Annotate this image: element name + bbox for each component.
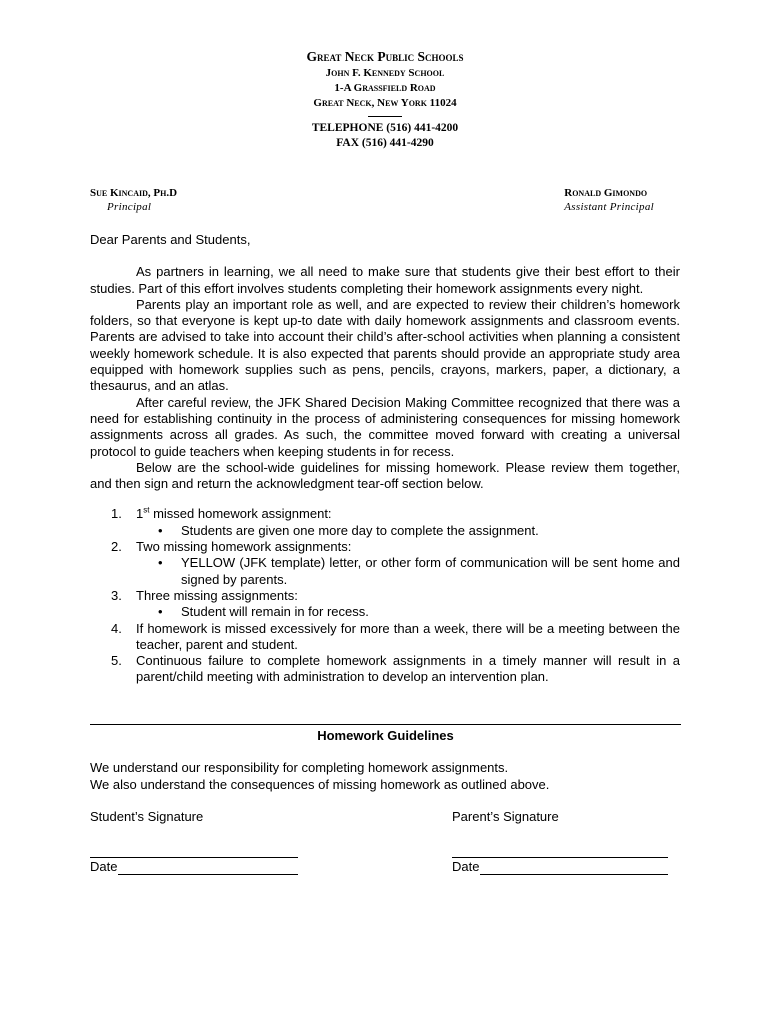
guideline-text: If homework is missed excessively for more than a week, there will be a meeting between the teacher, parent and student. — [136, 620, 680, 652]
guideline-number: 4. — [111, 620, 122, 636]
assistant-principal-name: Ronald Gimondo — [564, 187, 648, 199]
telephone-number: TELEPHONE (516) 441-4200 — [311, 122, 459, 134]
guideline-text: Three missing assignments: — [136, 587, 298, 603]
bullet-icon: • — [158, 522, 163, 538]
guideline-text: Two missing homework assignments: — [136, 539, 352, 555]
parent-date-field[interactable] — [452, 859, 668, 875]
guideline-item — [90, 506, 680, 539]
guidelines-list — [90, 506, 680, 685]
parent-date-label: Date — [452, 859, 480, 874]
ordinal-suffix: st — [143, 506, 150, 516]
parent-signature-line[interactable] — [452, 857, 668, 858]
principal-block — [90, 186, 177, 214]
organization-name: Great Neck Public Schools — [306, 49, 464, 64]
guideline-number: 3. — [111, 587, 122, 603]
guideline-item — [90, 539, 680, 588]
guideline-bullet-text: Student will remain in for recess. — [181, 604, 369, 620]
city-address: Great Neck, New York 11024 — [313, 97, 457, 109]
student-signature-label: Student’s Signature — [90, 809, 204, 824]
tearoff-divider — [90, 724, 681, 725]
student-date-label: Date — [90, 859, 118, 874]
letter-body — [90, 232, 680, 686]
assistant-principal-block — [564, 186, 654, 214]
paragraph-guidelines-intro: Below are the school-wide guidelines for missing homework. Please review them together, and then sign and return the acknowledgment tear-off section below. — [90, 459, 680, 492]
guideline-bullet — [136, 523, 680, 539]
guideline-bullet — [136, 604, 680, 620]
paragraph-parents-role: Parents play an important role as well, and are expected to review their children’s homework folders, so that everyone is kept up-to date with daily homework assignments and classroom events. Parents are advised to take into account their child’s after-school activities when planning a consistent weekly homework schedule. It is also expected that parents should provide an appropriate study area equipped with homework supplies such as pens, pencils, crayons, markers, paper, a dictionary, a thesaurus, and an atlas. — [90, 296, 680, 394]
paragraph-partners: As partners in learning, we all need to make sure that students give their best effort to their studies. Part of this effort involves students completing their homework assignments every night. — [90, 264, 680, 296]
paragraph-committee: After careful review, the JFK Shared Decision Making Committee recognized that there was a need for establishing continuity in the process of administering consequences for missing homework assignments across all grades. As such, the committee moved forward with creating a universal protocol to guide teachers when keeping students in for recess. — [90, 394, 680, 459]
bullet-icon: • — [158, 555, 163, 571]
student-date-field[interactable] — [90, 859, 298, 875]
salutation: Dear Parents and Students, — [90, 232, 251, 247]
tearoff-title: Homework Guidelines — [317, 728, 454, 743]
principal-name: Sue Kincaid, Ph.D — [90, 187, 178, 199]
bullet-icon: • — [158, 604, 163, 620]
guideline-text — [136, 506, 332, 521]
street-address: 1-A Grassfield Road — [334, 82, 436, 94]
letterhead — [0, 48, 770, 151]
acknowledgment-statement-responsibility: We understand our responsibility for completing homework assignments. — [90, 760, 509, 775]
guideline-bullet-text: Students are given one more day to complete the assignment. — [181, 522, 539, 538]
letterhead-divider — [368, 116, 402, 117]
fax-number: FAX (516) 441-4290 — [336, 137, 434, 149]
student-date-line[interactable] — [118, 862, 298, 875]
guideline-text-prefix: 1 — [136, 506, 144, 522]
parent-date-line[interactable] — [480, 862, 668, 875]
guideline-item — [90, 653, 680, 686]
guideline-text-suffix: missed homework assignment: — [149, 506, 332, 522]
student-signature-line[interactable] — [90, 857, 298, 858]
guideline-number: 1. — [111, 506, 122, 522]
parent-signature-label: Parent’s Signature — [452, 809, 559, 824]
guideline-item — [90, 621, 680, 654]
guideline-bullet-text: YELLOW (JFK template) letter, or other form of communication will be sent home and signed by parents. — [181, 555, 680, 587]
principal-title: Principal — [107, 201, 152, 213]
assistant-principal-title: Assistant Principal — [564, 201, 654, 213]
guideline-item — [90, 588, 680, 621]
guideline-number: 2. — [111, 539, 122, 555]
guideline-bullet — [136, 555, 680, 588]
acknowledgment-statements — [90, 760, 690, 793]
school-name: John F. Kennedy School — [325, 67, 445, 79]
guideline-text: Continuous failure to complete homework assignments in a timely manner will result in a parent/child meeting with administration to develop an intervention plan. — [136, 653, 680, 685]
acknowledgment-statement-consequences: We also understand the consequences of missing homework as outlined above. — [90, 776, 550, 792]
guideline-number: 5. — [111, 653, 122, 669]
